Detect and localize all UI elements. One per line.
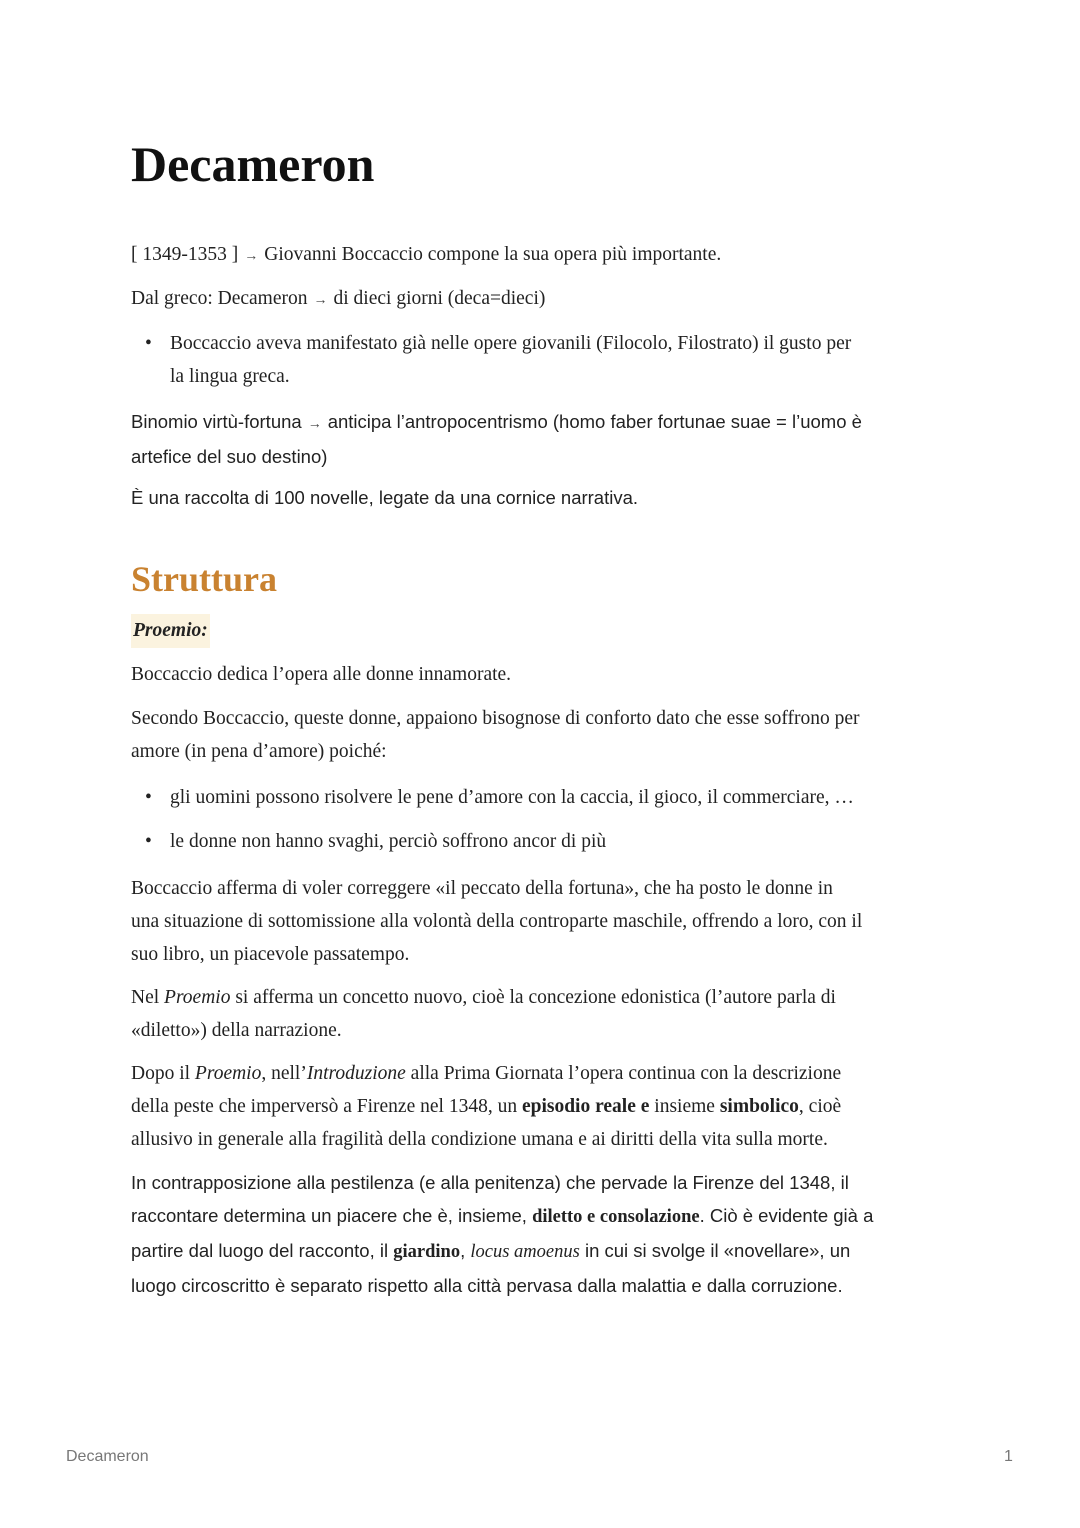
binomio-paragraph xyxy=(131,405,951,473)
text-run: . Ciò è evidente già a xyxy=(699,1205,874,1226)
bold-term: simbolico xyxy=(719,1096,799,1117)
list-item xyxy=(145,781,935,814)
date-range: [ 1349-1353 ] xyxy=(131,244,239,265)
paragraph-line: In contrapposizione alla pestilenza (e alla penitenza) che pervade la Firenze del 1348, il xyxy=(131,1172,849,1193)
intro-date-line xyxy=(131,238,951,273)
list-item-text: le donne non hanno svaghi, perciò soffrono ancor di più xyxy=(170,831,607,852)
list-item-text: gli uomini possono risolvere le pene d’amore con la caccia, il gioco, il commerciare, … xyxy=(170,787,854,808)
date-line-text: Giovanni Boccaccio compone la sua opera più importante. xyxy=(264,244,722,265)
paragraph-line: suo libro, un piacevole passatempo. xyxy=(131,944,410,965)
paragraph-line: allusivo in generale alla fragilità della condizione umana e ai diritti della vita sulla morte. xyxy=(131,1129,828,1150)
bullet-icon: • xyxy=(145,333,152,354)
text-run: , cioè xyxy=(798,1096,842,1117)
footer-doc-name: Decameron xyxy=(66,1448,149,1465)
text-run: partire dal luogo del racconto, il xyxy=(131,1240,389,1261)
paragraph-line: Boccaccio afferma di voler correggere «il peccato della fortuna», che ha posto le donne in xyxy=(131,878,833,899)
list-item-text: la lingua greca. xyxy=(170,366,290,387)
text-run: raccontare determina un piacere che è, insieme, xyxy=(131,1205,527,1226)
paragraph xyxy=(131,872,951,971)
proemio-label: Proemio: xyxy=(131,614,210,648)
bold-term: giardino xyxy=(393,1242,461,1262)
text-run: insieme xyxy=(654,1096,715,1117)
paragraph xyxy=(131,702,951,768)
section-heading: Struttura xyxy=(131,559,277,599)
paragraph-line: Secondo Boccaccio, queste donne, appaiono bisognose di conforto dato che esse soffrono per xyxy=(131,708,860,729)
right-arrow-icon: → xyxy=(307,415,322,431)
paragraph xyxy=(131,981,951,1047)
right-arrow-icon: → xyxy=(244,249,259,264)
text-run: in cui si svolge il «novellare», un xyxy=(584,1240,851,1261)
italic-term: locus amoenus xyxy=(470,1242,580,1262)
italic-term: Proemio xyxy=(194,1063,262,1084)
right-arrow-icon: → xyxy=(313,293,328,308)
text-run: , nell’ xyxy=(261,1063,307,1084)
etymology-line xyxy=(131,282,951,317)
bullet-icon: • xyxy=(145,831,152,852)
paragraph xyxy=(131,1166,951,1302)
binomio-text-line2: artefice del suo destino) xyxy=(131,446,328,467)
text-run: Nel xyxy=(131,987,160,1008)
bold-term: diletto e consolazione xyxy=(532,1207,700,1227)
raccolta-paragraph: È una raccolta di 100 novelle, legate da una cornice narrativa. xyxy=(131,487,639,508)
bullet-icon: • xyxy=(145,787,152,808)
text-run: alla Prima Giornata l’opera continua con la descrizione xyxy=(410,1063,842,1084)
italic-term: Introduzione xyxy=(306,1063,406,1084)
etymology-meaning: di dieci giorni (deca=dieci) xyxy=(333,288,546,309)
bold-term: episodio reale e xyxy=(521,1096,650,1117)
paragraph: Boccaccio dedica l’opera alle donne innamorate. xyxy=(131,664,512,685)
paragraph-line: «diletto») della narrazione. xyxy=(131,1020,342,1041)
paragraph xyxy=(131,1057,951,1156)
text-run: Dopo il xyxy=(131,1063,191,1084)
etymology-term: Dal greco: Decameron xyxy=(131,288,308,309)
text-run: , xyxy=(460,1240,466,1261)
text-run: della peste che imperversò a Firenze nel 1348, un xyxy=(131,1096,518,1117)
binomio-text: anticipa l’antropocentrismo (homo faber fortunae suae = l’uomo è xyxy=(327,411,862,432)
list-item xyxy=(145,825,935,858)
list-item xyxy=(145,327,935,393)
text-run: si afferma un concetto nuovo, cioè la concezione edonistica (l’autore parla di xyxy=(235,987,836,1008)
paragraph-line: una situazione di sottomissione alla volontà della controparte maschile, offrendo a loro, con il xyxy=(131,911,863,932)
page-title: Decameron xyxy=(131,136,375,192)
paragraph-line: amore (in pena d’amore) poiché: xyxy=(131,741,387,762)
list-item-text: Boccaccio aveva manifestato già nelle opere giovanili (Filocolo, Filostrato) il gusto per xyxy=(170,333,852,354)
paragraph-line: luogo circoscritto è separato rispetto alla città pervasa dalla malattia e dalla corruzione. xyxy=(131,1275,843,1296)
page-number: 1 xyxy=(1004,1448,1013,1465)
binomio-term: Binomio virtù-fortuna xyxy=(131,411,302,432)
italic-term: Proemio xyxy=(164,987,231,1008)
